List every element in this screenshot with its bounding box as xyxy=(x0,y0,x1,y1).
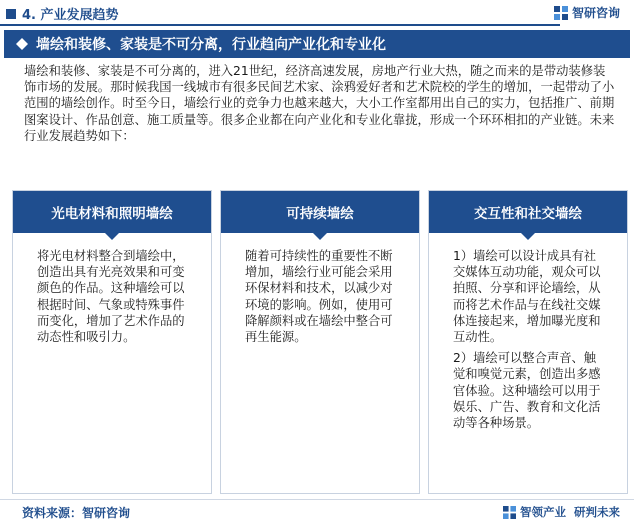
trend-card-lighting xyxy=(12,190,212,494)
header-divider xyxy=(0,24,560,26)
card-body xyxy=(13,233,211,345)
card-paragraph: 将光电材料整合到墙绘中，创造出具有光亮效果和可变颜色的作品。这种墙绘可以根据时间、气象或特殊事件而变化，增加了艺术作品的动态性和吸引力。 xyxy=(37,249,185,345)
footer-logo-icon xyxy=(503,506,516,519)
section-title xyxy=(6,4,119,23)
trend-card-sustainable xyxy=(220,190,420,494)
diamond-bullet-icon xyxy=(16,38,28,50)
card-header xyxy=(13,191,211,233)
card-header xyxy=(221,191,419,233)
top-bar xyxy=(0,0,634,30)
brand-name: 智研咨询 xyxy=(571,6,620,20)
footer-divider xyxy=(0,499,634,500)
topic-banner xyxy=(4,30,630,58)
brand-logo-icon xyxy=(554,6,568,20)
card-title: 交互性和社交墙绘 xyxy=(474,206,582,222)
card-paragraph: 2）墙绘可以整合声音、触觉和嗅觉元素，创造出多感官体验。这种墙绘可以用于娱乐、广告、教育和文化活动等各种场景。 xyxy=(453,351,601,431)
footer-slogan-left: 智领产业 xyxy=(520,505,566,519)
square-bullet-icon xyxy=(6,9,16,19)
trend-card-interactive xyxy=(428,190,628,494)
banner-title: 墙绘和装修、家装是不可分离，行业趋向产业化和专业化 xyxy=(36,37,386,53)
footer-slogan-right: 研判未来 xyxy=(574,505,620,519)
card-paragraph: 随着可持续性的重要性不断增加，墙绘行业可能会采用环保材料和技术，以减少对环境的影响。例如，使用可降解颜料或在墙绘中整合可再生能源。 xyxy=(245,249,393,345)
brand-logo xyxy=(554,4,620,21)
intro-paragraph: 墙绘和装修、家装是不可分离的，进入21世纪，经济高速发展，房地产行业大热，随之而来的是带动装修装饰市场的发展。那时候我国一线城市有很多民间艺术家、涂鸦爱好者和艺术院校的学生的增加，一起带动了小范围的墙绘创作。时至今日，墙绘行业的竞争力也越来越大，大小工作室都用出自己的实力，包括推广、前期图案设计、作品创意、施工质量等。很多企业都在向产业化和专业化靠拢，形成一个环环相扣的产业链。未来行业发展趋势如下： xyxy=(24,64,615,143)
section-title-text: 4. 产业发展趋势 xyxy=(22,8,119,23)
card-body xyxy=(429,233,627,431)
card-title: 光电材料和照明墙绘 xyxy=(51,206,173,222)
footer-brand xyxy=(503,504,620,520)
card-header xyxy=(429,191,627,233)
source-note: 资料来源：智研咨询 xyxy=(22,506,131,520)
card-title: 可持续墙绘 xyxy=(286,206,354,222)
card-body xyxy=(221,233,419,345)
card-paragraph: 1）墙绘可以设计成具有社交媒体互动功能，观众可以拍照、分享和评论墙绘，从而将艺术作品与在线社交媒体连接起来，增加曝光度和互动性。 xyxy=(453,249,601,345)
